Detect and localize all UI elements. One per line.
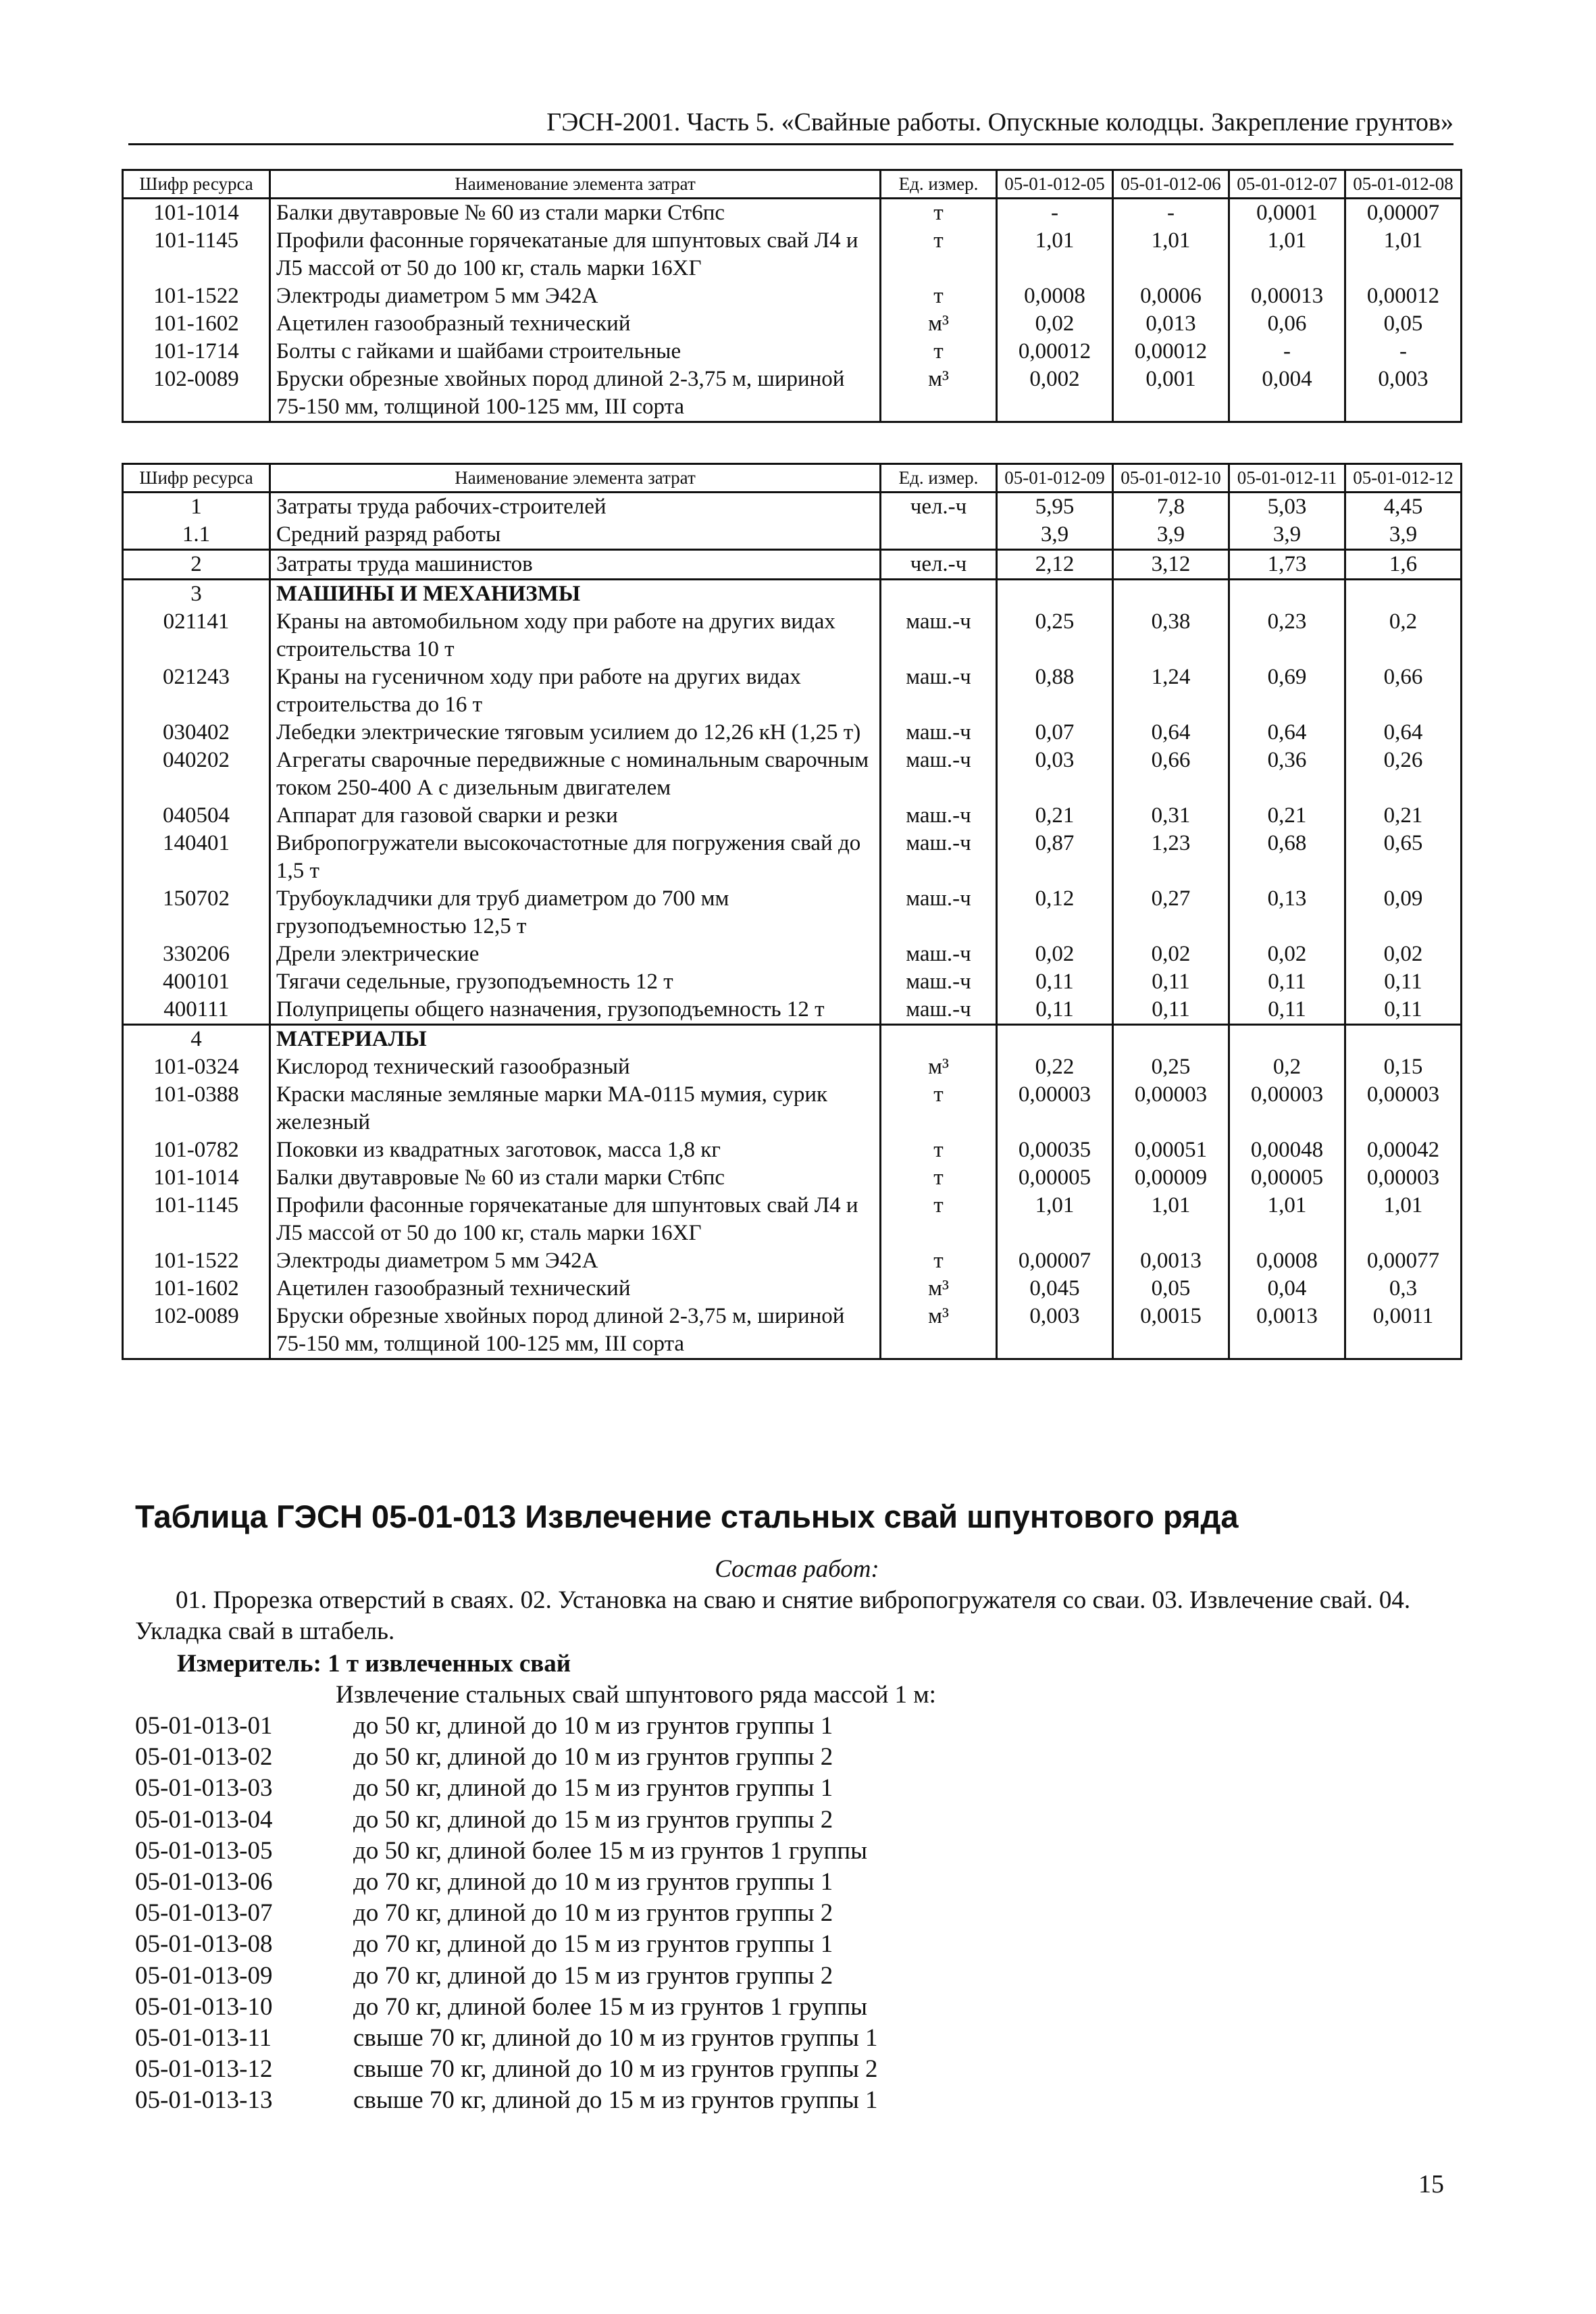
table-row [123,550,1462,580]
table-row [123,940,1462,968]
norm-value-cell: 5,95 [997,493,1113,522]
norm-value-cell: 0,03 [997,747,1113,802]
unit-cell: маш.-ч [881,747,997,802]
norm-value-cell: 0,36 [1229,747,1345,802]
norm-value-cell: 1,01 [1345,1192,1462,1247]
item-text: до 50 кг, длиной до 15 м из грунтов группы 1 [353,1774,833,1803]
resource-name-cell: Балки двутавровые № 60 из стали марки Ст6пс [270,1164,881,1192]
resource-name-cell: Тягачи седельные, грузоподъемность 12 т [270,968,881,996]
norm-value-cell: 1,01 [1113,1192,1229,1247]
col-header-norm: 05-01-012-11 [1229,464,1345,493]
resource-name-cell: Средний разряд работы [270,521,881,550]
norm-value-cell [1113,580,1229,609]
norm-value-cell: 0,21 [1229,802,1345,830]
norm-value-cell: 1,23 [1113,830,1229,885]
col-header-norm: 05-01-012-08 [1345,170,1462,199]
unit-cell: м³ [881,1303,997,1359]
norm-value-cell: 0,65 [1345,830,1462,885]
norm-value-cell: 0,00003 [1345,1081,1462,1136]
composition-label: Состав работ: [715,1555,879,1583]
norm-value-cell: 0,0001 [1229,199,1345,228]
col-header-norm: 05-01-012-07 [1229,170,1345,199]
unit-cell: м³ [881,1275,997,1303]
norm-value-cell: 0,11 [1229,996,1345,1025]
norm-value-cell: 0,11 [1229,968,1345,996]
resource-code-cell: 101-0324 [123,1053,270,1081]
norm-value-cell: 0,12 [997,885,1113,940]
unit-cell: т [881,1192,997,1247]
norm-value-cell: 0,23 [1229,608,1345,663]
resource-name-cell: Бруски обрезные хвойных пород длиной 2-3,75 м, шириной 75-150 мм, толщиной 100-125 мм, III сорта [270,366,881,422]
resource-name-cell: Бруски обрезные хвойных пород длиной 2-3,75 м, шириной 75-150 мм, толщиной 100-125 мм, III сорта [270,1303,881,1359]
norm-value-cell: 5,03 [1229,493,1345,522]
table-row [123,1164,1462,1192]
norm-value-cell: 0,00009 [1113,1164,1229,1192]
item-text: до 70 кг, длиной более 15 м из грунтов 1 группы [353,1992,868,2021]
norm-value-cell: 0,001 [1113,366,1229,422]
measure-label: Измеритель: 1 т извлеченных свай [177,1650,571,1678]
norm-value-cell: 1,01 [1229,1192,1345,1247]
resource-name-cell: Трубоукладчики для труб диаметром до 700 мм грузоподъемностью 12,5 т [270,885,881,940]
norm-value-cell: 0,0008 [997,282,1113,310]
table-row [123,830,1462,885]
resource-code-cell: 101-1714 [123,338,270,366]
item-code: 05-01-013-07 [135,1899,273,1928]
col-header-unit: Ед. измер. [881,170,997,199]
norm-value-cell: 0,045 [997,1275,1113,1303]
table-row [123,1053,1462,1081]
norm-value-cell: 0,00051 [1113,1136,1229,1164]
table-row [123,227,1462,282]
norm-value-cell: 0,87 [997,830,1113,885]
resource-name-cell: Агрегаты сварочные передвижные с номинальным сварочным током 250-400 А с дизельным двигателем [270,747,881,802]
col-header-norm: 05-01-012-06 [1113,170,1229,199]
norm-value-cell: 0,02 [1345,940,1462,968]
resource-name-cell: Профили фасонные горячекатаные для шпунтовых свай Л4 и Л5 массой от 50 до 100 кг, сталь марки 16ХГ [270,1192,881,1247]
table-row [123,996,1462,1025]
resource-code-cell: 4 [123,1025,270,1054]
norm-value-cell: 0,00048 [1229,1136,1345,1164]
norms-table-2 [122,463,1462,1360]
norm-value-cell: 0,25 [1113,1053,1229,1081]
norms-table-1 [122,169,1462,423]
composition-text: 01. Прорезка отверстий в сваях. 02. Установка на сваю и снятие вибропогружателя со сваи. 03. Извлечение свай. 04. Укладка свай в штабель. [135,1586,1411,1645]
norm-value-cell: 3,9 [1113,521,1229,550]
item-code: 05-01-013-12 [135,2055,273,2084]
norm-value-cell: - [1113,199,1229,228]
norm-value-cell: 0,00003 [1345,1164,1462,1192]
norm-value-cell: 0,05 [1345,310,1462,338]
norm-value-cell [1229,1025,1345,1054]
norm-value-cell: 0,66 [1113,747,1229,802]
resource-code-cell: 102-0089 [123,366,270,422]
resource-name-cell: Ацетилен газообразный технический [270,310,881,338]
item-text: до 70 кг, длиной до 10 м из грунтов группы 1 [353,1868,833,1896]
norm-value-cell: 0,07 [997,719,1113,747]
list-item [135,1836,878,1867]
norm-value-cell: 0,02 [997,310,1113,338]
table-row [123,282,1462,310]
norm-value-cell: 0,15 [1345,1053,1462,1081]
table-row [123,802,1462,830]
resource-code-cell: 330206 [123,940,270,968]
norm-value-cell: 0,02 [997,940,1113,968]
norm-value-cell: 0,64 [1345,719,1462,747]
resource-name-cell: Краски масляные земляные марки МА-0115 мумия, сурик железный [270,1081,881,1136]
norm-value-cell: 1,6 [1345,550,1462,580]
norm-value-cell: 0,11 [1113,996,1229,1025]
resource-name-cell: Поковки из квадратных заготовок, масса 1,8 кг [270,1136,881,1164]
resource-code-cell: 400101 [123,968,270,996]
norm-value-cell: 0,21 [997,802,1113,830]
resource-name-cell: Краны на автомобильном ходу при работе на других видах строительства 10 т [270,608,881,663]
item-code: 05-01-013-09 [135,1961,273,1990]
norm-value-cell: - [1345,338,1462,366]
table-header-row [123,170,1462,199]
resource-code-cell: 101-1145 [123,1192,270,1247]
col-header-name: Наименование элемента затрат [270,170,881,199]
norm-items-list [135,1711,878,2117]
resource-code-cell: 101-0782 [123,1136,270,1164]
col-header-norm: 05-01-012-09 [997,464,1113,493]
norm-value-cell: 0,00012 [1113,338,1229,366]
norm-value-cell: 0,02 [1113,940,1229,968]
item-text: свыше 70 кг, длиной до 10 м из грунтов группы 1 [353,2024,878,2053]
norm-value-cell: 1,01 [1345,227,1462,282]
norm-value-cell: 0,11 [1113,968,1229,996]
norm-value-cell: 0,21 [1345,802,1462,830]
resource-code-cell: 101-1014 [123,1164,270,1192]
resource-name-cell: Краны на гусеничном ходу при работе на других видах строительства до 16 т [270,663,881,719]
norm-value-cell: 1,73 [1229,550,1345,580]
unit-cell: маш.-ч [881,885,997,940]
item-code: 05-01-013-05 [135,1836,273,1865]
item-text: до 50 кг, длиной более 15 м из грунтов 1 группы [353,1836,868,1865]
list-item [135,1961,878,1992]
list-item [135,1805,878,1836]
list-item [135,1898,878,1929]
norm-value-cell: 0,00003 [1229,1081,1345,1136]
norm-value-cell: 0,22 [997,1053,1113,1081]
norm-value-cell: 0,0013 [1229,1303,1345,1359]
resource-name-cell: МАТЕРИАЛЫ [270,1025,881,1054]
resource-code-cell: 101-1014 [123,199,270,228]
item-code: 05-01-013-01 [135,1712,273,1740]
unit-cell: т [881,1247,997,1275]
norm-value-cell: 0,05 [1113,1275,1229,1303]
unit-cell: маш.-ч [881,830,997,885]
table-row [123,1136,1462,1164]
resource-name-cell: Аппарат для газовой сварки и резки [270,802,881,830]
resource-code-cell: 101-1145 [123,227,270,282]
list-item [135,2054,878,2085]
unit-cell [881,1025,997,1054]
table-row [123,968,1462,996]
unit-cell: маш.-ч [881,802,997,830]
resource-name-cell: Электроды диаметром 5 мм Э42А [270,282,881,310]
norm-value-cell: 7,8 [1113,493,1229,522]
item-text: до 70 кг, длиной до 10 м из грунтов группы 2 [353,1899,833,1928]
norm-value-cell: 0,64 [1113,719,1229,747]
list-item [135,2023,878,2054]
norm-value-cell: 0,0015 [1113,1303,1229,1359]
norm-value-cell: 0,00042 [1345,1136,1462,1164]
resource-name-cell: Электроды диаметром 5 мм Э42А [270,1247,881,1275]
unit-cell: т [881,1081,997,1136]
norm-value-cell: 0,00005 [997,1164,1113,1192]
norm-value-cell: 0,004 [1229,366,1345,422]
unit-cell: маш.-ч [881,968,997,996]
page-number: 15 [1418,2170,1444,2198]
norm-value-cell: 0,06 [1229,310,1345,338]
norm-value-cell: 0,04 [1229,1275,1345,1303]
col-header-name: Наименование элемента затрат [270,464,881,493]
norm-value-cell: 1,01 [1113,227,1229,282]
unit-cell: м³ [881,1053,997,1081]
norm-value-cell: 0,00012 [1345,282,1462,310]
norm-value-cell: 0,69 [1229,663,1345,719]
item-text: до 50 кг, длиной до 15 м из грунтов группы 2 [353,1805,833,1834]
norm-value-cell: 0,00003 [1113,1081,1229,1136]
item-code: 05-01-013-03 [135,1774,273,1803]
unit-cell [881,521,997,550]
norm-value-cell: 1,01 [1229,227,1345,282]
item-code: 05-01-013-02 [135,1743,273,1771]
resource-name-cell: Кислород технический газообразный [270,1053,881,1081]
item-text: свыше 70 кг, длиной до 15 м из грунтов группы 1 [353,2086,878,2115]
table-row [123,1081,1462,1136]
resource-name-cell: Болты с гайками и шайбами строительные [270,338,881,366]
norm-value-cell: 0,003 [997,1303,1113,1359]
table-row [123,338,1462,366]
unit-cell: т [881,1164,997,1192]
section-title: Таблица ГЭСН 05-01-013 Извлечение стальных свай шпунтового ряда [135,1499,1239,1534]
unit-cell: т [881,282,997,310]
norm-value-cell: 0,00013 [1229,282,1345,310]
table-row [123,885,1462,940]
norm-value-cell: 3,12 [1113,550,1229,580]
resource-code-cell: 140401 [123,830,270,885]
table-row [123,493,1462,522]
resource-name-cell: Дрели электрические [270,940,881,968]
unit-cell: маш.-ч [881,608,997,663]
norm-value-cell: 0,00012 [997,338,1113,366]
norm-value-cell: 0,11 [1345,968,1462,996]
table-row [123,521,1462,550]
resource-code-cell: 2 [123,550,270,580]
table-row [123,747,1462,802]
norm-value-cell: 0,25 [997,608,1113,663]
resource-name-cell: Вибропогружатели высокочастотные для погружения свай до 1,5 т [270,830,881,885]
table-row [123,1275,1462,1303]
resource-code-cell: 150702 [123,885,270,940]
col-header-code: Шифр ресурса [123,464,270,493]
unit-cell: маш.-ч [881,663,997,719]
norm-value-cell: - [1229,338,1345,366]
item-code: 05-01-013-13 [135,2086,273,2115]
norm-value-cell: 0,88 [997,663,1113,719]
norm-value-cell: 0,11 [997,996,1113,1025]
norm-value-cell: 0,0013 [1113,1247,1229,1275]
norm-value-cell: 1,01 [997,227,1113,282]
norm-value-cell [1345,580,1462,609]
norm-value-cell: 0,3 [1345,1275,1462,1303]
norm-value-cell: 0,0006 [1113,282,1229,310]
norm-value-cell: 0,0011 [1345,1303,1462,1359]
norm-value-cell: 0,64 [1229,719,1345,747]
item-text: до 50 кг, длиной до 10 м из грунтов группы 1 [353,1712,833,1740]
norm-value-cell: 1,24 [1113,663,1229,719]
resource-code-cell: 040504 [123,802,270,830]
item-text: до 70 кг, длиной до 15 м из грунтов группы 1 [353,1930,833,1959]
item-text: свыше 70 кг, длиной до 10 м из грунтов группы 2 [353,2055,878,2084]
col-header-norm: 05-01-012-05 [997,170,1113,199]
norm-value-cell: 0,38 [1113,608,1229,663]
resource-name-cell: Полуприцепы общего назначения, грузоподъемность 12 т [270,996,881,1025]
norm-value-cell: 0,2 [1345,608,1462,663]
norm-value-cell: 0,66 [1345,663,1462,719]
resource-code-cell: 021141 [123,608,270,663]
norm-value-cell: 0,31 [1113,802,1229,830]
item-code: 05-01-013-06 [135,1868,273,1896]
norm-value-cell [997,1025,1113,1054]
norm-value-cell: - [997,199,1113,228]
norm-value-cell: 0,27 [1113,885,1229,940]
norm-value-cell: 0,68 [1229,830,1345,885]
norm-value-cell [1345,1025,1462,1054]
table-header-row [123,464,1462,493]
norm-value-cell [1113,1025,1229,1054]
table-row [123,719,1462,747]
table-row [123,310,1462,338]
unit-cell: м³ [881,366,997,422]
resource-name-cell: МАШИНЫ И МЕХАНИЗМЫ [270,580,881,609]
resource-code-cell: 101-1602 [123,1275,270,1303]
norm-value-cell: 3,9 [997,521,1113,550]
list-item [135,1992,878,2023]
resource-code-cell: 101-1522 [123,1247,270,1275]
resource-code-cell: 030402 [123,719,270,747]
table-row [123,580,1462,609]
resource-name-cell: Балки двутавровые № 60 из стали марки Ст6пс [270,199,881,228]
resource-code-cell: 1 [123,493,270,522]
col-header-norm: 05-01-012-12 [1345,464,1462,493]
unit-cell: чел.-ч [881,493,997,522]
norm-value-cell: 0,003 [1345,366,1462,422]
table-row [123,199,1462,228]
norm-value-cell: 0,0008 [1229,1247,1345,1275]
norm-value-cell: 1,01 [997,1192,1113,1247]
table-row [123,1303,1462,1359]
resource-code-cell: 101-1602 [123,310,270,338]
unit-cell [881,580,997,609]
table-row [123,663,1462,719]
norm-value-cell: 0,00007 [997,1247,1113,1275]
resource-name-cell: Затраты труда машинистов [270,550,881,580]
norm-value-cell: 4,45 [1345,493,1462,522]
list-item [135,1742,878,1773]
norm-value-cell: 0,11 [997,968,1113,996]
list-intro: Извлечение стальных свай шпунтового ряда массой 1 м: [336,1681,936,1709]
col-header-code: Шифр ресурса [123,170,270,199]
norm-value-cell: 0,2 [1229,1053,1345,1081]
norm-value-cell: 0,00077 [1345,1247,1462,1275]
table-row [123,1247,1462,1275]
norm-value-cell: 0,09 [1345,885,1462,940]
norm-value-cell: 2,12 [997,550,1113,580]
resource-code-cell: 040202 [123,747,270,802]
resource-name-cell: Профили фасонные горячекатаные для шпунтовых свай Л4 и Л5 массой от 50 до 100 кг, сталь марки 16ХГ [270,227,881,282]
norm-value-cell: 0,02 [1229,940,1345,968]
item-code: 05-01-013-10 [135,1992,273,2021]
col-header-unit: Ед. измер. [881,464,997,493]
resource-code-cell: 102-0089 [123,1303,270,1359]
list-item [135,2085,878,2116]
resource-code-cell: 101-1522 [123,282,270,310]
table-row [123,1025,1462,1054]
col-header-norm: 05-01-012-10 [1113,464,1229,493]
list-item [135,1773,878,1804]
running-header: ГЭСН-2001. Часть 5. «Свайные работы. Опускные колодцы. Закрепление грунтов» [128,107,1453,145]
unit-cell: т [881,338,997,366]
resource-name-cell: Затраты труда рабочих-строителей [270,493,881,522]
unit-cell: маш.-ч [881,996,997,1025]
norm-value-cell: 0,13 [1229,885,1345,940]
norm-value-cell: 0,26 [1345,747,1462,802]
norm-value-cell: 0,11 [1345,996,1462,1025]
resource-code-cell: 400111 [123,996,270,1025]
item-code: 05-01-013-11 [135,2024,272,2053]
norm-value-cell: 0,002 [997,366,1113,422]
table-row [123,608,1462,663]
resource-code-cell: 021243 [123,663,270,719]
item-text: до 50 кг, длиной до 10 м из грунтов группы 2 [353,1743,833,1771]
norm-value-cell: 3,9 [1345,521,1462,550]
norm-value-cell: 0,00003 [997,1081,1113,1136]
resource-code-cell: 1.1 [123,521,270,550]
list-item [135,1867,878,1898]
resource-name-cell: Ацетилен газообразный технический [270,1275,881,1303]
list-item [135,1929,878,1960]
norm-value-cell: 0,013 [1113,310,1229,338]
unit-cell: маш.-ч [881,940,997,968]
list-item [135,1711,878,1742]
unit-cell: т [881,1136,997,1164]
resource-code-cell: 101-0388 [123,1081,270,1136]
unit-cell: т [881,199,997,228]
norm-value-cell [1229,580,1345,609]
unit-cell: чел.-ч [881,550,997,580]
norm-value-cell: 0,00035 [997,1136,1113,1164]
unit-cell: м³ [881,310,997,338]
norm-value-cell: 3,9 [1229,521,1345,550]
unit-cell: маш.-ч [881,719,997,747]
item-code: 05-01-013-04 [135,1805,273,1834]
item-text: до 70 кг, длиной до 15 м из грунтов группы 2 [353,1961,833,1990]
resource-code-cell: 3 [123,580,270,609]
table-row [123,366,1462,422]
norm-value-cell [997,580,1113,609]
unit-cell: т [881,227,997,282]
item-code: 05-01-013-08 [135,1930,273,1959]
table-row [123,1192,1462,1247]
norm-value-cell: 0,00007 [1345,199,1462,228]
resource-name-cell: Лебедки электрические тяговым усилием до 12,26 кН (1,25 т) [270,719,881,747]
norm-value-cell: 0,00005 [1229,1164,1345,1192]
